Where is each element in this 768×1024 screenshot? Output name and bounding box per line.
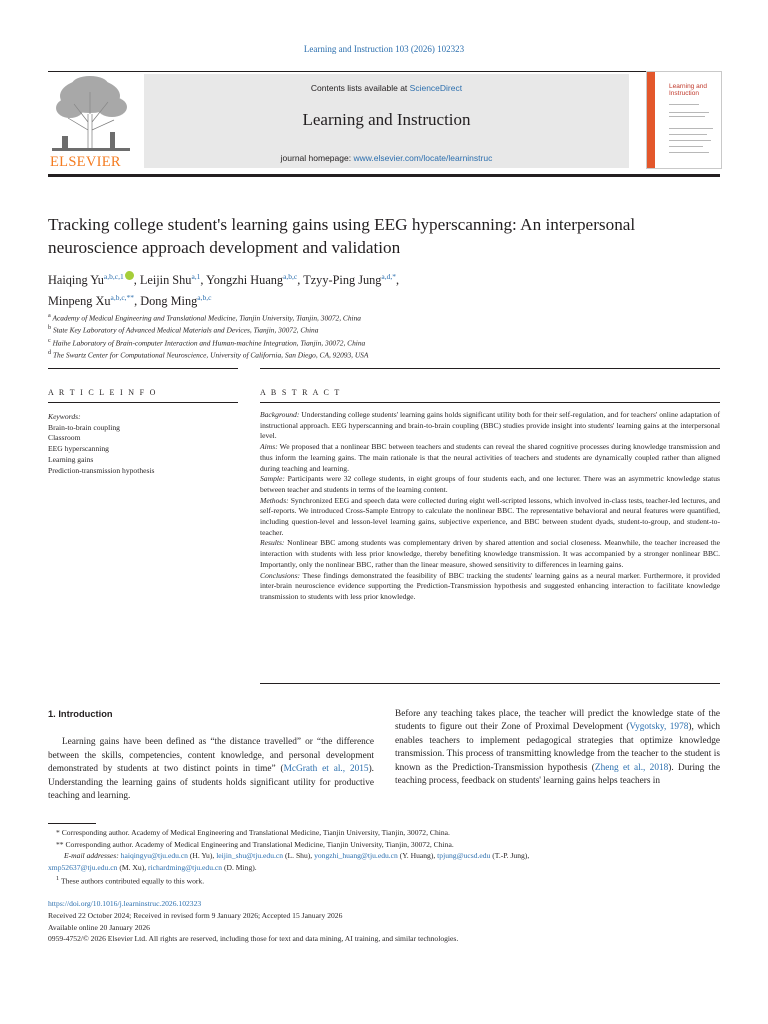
author-separator: , <box>200 273 207 288</box>
affiliation-text: State Key Laboratory of Advanced Medical Materials and Devices, Tianjin, 30072, China <box>52 325 319 335</box>
affiliation-key: c <box>48 337 51 344</box>
abstract-label: Results: <box>260 538 285 548</box>
email-link[interactable]: richardming@tju.edu.cn <box>148 862 223 872</box>
affiliation-list <box>48 311 720 361</box>
keywords-block <box>48 412 238 476</box>
keyword: Classroom <box>48 433 81 443</box>
contents-prefix: Contents lists available at <box>310 83 410 93</box>
footnote-equal-contribution <box>48 873 720 887</box>
paper-title: Tracking college student's learning gains using EEG hyperscanning: An interpersonal neuroscience approach development and validation <box>48 215 636 257</box>
affiliation <box>48 311 720 323</box>
author-affiliation-marks[interactable]: a,b,c,1 <box>103 272 124 281</box>
author-separator: , <box>396 273 400 288</box>
journal-banner <box>144 74 629 168</box>
email-link[interactable]: tpjung@ucsd.edu <box>437 851 491 860</box>
citation-link[interactable]: McGrath et al., 2015 <box>283 764 369 775</box>
email-owner: (H. Yu), <box>187 851 217 860</box>
email-link[interactable]: yongzhi_huang@tju.edu.cn <box>314 851 398 860</box>
cover-rule <box>669 140 711 141</box>
body-text: Learning gains have been defined as “the distance travelled” or “the difference between the skills, competencies, content knowledge, and personal development demonstrated by students at two distinct points in time” ( <box>48 737 374 775</box>
author-separator: , <box>134 294 141 309</box>
cover-rule <box>669 104 699 105</box>
body-left-column <box>48 708 374 803</box>
citation-link[interactable]: Zheng et al., 2018 <box>594 762 669 773</box>
masthead <box>48 71 720 171</box>
abstract-rule <box>260 402 720 403</box>
author[interactable]: Tzyy-Ping Jung <box>303 273 382 288</box>
elsevier-logo <box>48 74 134 170</box>
author[interactable]: Leijin Shu <box>139 273 192 288</box>
body-text: ). During the teaching process, feedback on students' learning gains helps teachers in <box>395 762 721 787</box>
author[interactable]: Dong Ming <box>140 294 198 309</box>
homepage-line <box>144 153 629 163</box>
author-affiliation-marks[interactable]: a,b,c <box>197 293 212 303</box>
footnote-rule <box>48 823 96 824</box>
journal-title: Learning and Instruction <box>302 110 471 129</box>
author-affiliation-marks[interactable]: a,1 <box>191 272 201 281</box>
article-info-rule <box>48 402 238 403</box>
body-text: ), which enables teachers to implement pedagogical strategies that optimize knowledge transmission. This process of transmitting knowledge from the teacher to the student is known as the Prediction-Transmission hypothesis ( <box>395 722 721 773</box>
abstract-text: Understanding college students' learning gains holds significant utility both for their self-regulation, and for teachers' online adaptation of instructional approach. EEG hyperscanning and brain-to-brain coupling (BBC) studies provide insight into students' learning gains at the interpersonal level. <box>260 410 720 441</box>
citation-link[interactable]: Vygotsky, 1978 <box>629 722 689 733</box>
author-separator: , <box>297 273 304 288</box>
homepage-prefix: journal homepage: <box>280 153 354 163</box>
available-online-date: Available online 20 January 2026 <box>48 922 150 932</box>
abstract-text: Nonlinear BBC among students was complementary driven by shared attention and social closeness. Meanwhile, the teacher increased the interaction with students with less prior knowledge, thereby benefiting knowledge transmission. It was accompanied by a stronger nonlinear BBC. Importantly, only the nonlinear BBC, rather than the linear measure, showed sensitivity to differences in learning gains. <box>260 538 720 569</box>
elsevier-tree-icon <box>48 74 134 152</box>
cover-rule <box>669 134 707 135</box>
email-link[interactable]: leijin_shu@tju.edu.cn <box>216 851 284 860</box>
journal-reference-link[interactable]: Learning and Instruction 103 (2026) 102323 <box>303 44 465 54</box>
journal-homepage-link[interactable]: www.elsevier.com/locate/learninstruc <box>353 153 493 163</box>
keywords-label: Keywords: <box>48 412 81 421</box>
body-paragraph <box>395 708 720 788</box>
copyright-notice: 0959-4752/© 2026 Elsevier Ltd. All rights are reserved, including those for text and data mining, AI training, and similar technologies. <box>48 934 459 944</box>
publication-info <box>48 898 720 945</box>
abstract-text: These findings demonstrated the feasibility of BBC tracking the students' learning gains as a neural marker. Furthermore, it provided inter-brain neuroscience evidence supporting the Prediction-Transmission hypothesis and suggested enhancing interaction to facilitate knowledge transmission to students with less prior knowledge. <box>260 570 720 601</box>
footnote-mark: 1 <box>56 875 60 882</box>
body-right-column <box>395 708 720 788</box>
keyword: Brain-to-brain coupling <box>48 422 120 432</box>
affiliation-text: The Swartz Center for Computational Neuroscience, University of California, San Diego, CA, 92093, USA <box>52 350 369 360</box>
orcid-icon[interactable] <box>125 271 134 280</box>
email-link[interactable]: haiqingyu@tju.edu.cn <box>120 851 188 860</box>
abstract-bottom-rule <box>260 683 720 684</box>
cover-title: Learning and Instruction <box>669 83 707 97</box>
received-dates: Received 22 October 2024; Received in revised form 9 January 2026; Accepted 15 January 2026 <box>48 910 343 920</box>
affiliation <box>48 336 720 348</box>
author-separator: , <box>133 273 140 288</box>
affiliation-key: a <box>48 313 51 319</box>
footnote-text: These authors contributed equally to this work. <box>60 876 205 886</box>
abstract-label: Conclusions: <box>260 570 301 580</box>
email-link[interactable]: xmp52637@tju.edu.cn <box>48 862 118 872</box>
abstract-text: We proposed that a nonlinear BBC between teachers and students can reveal the shared cognitive processes during knowledge transmission and thus inform the learning gains. The main rationale is that the neural activities of teachers and students are dynamically coupled rather than aligned during teaching and learning. <box>260 442 720 473</box>
body-text: ). Understanding the learning gains of students holds significant utility for productive teaching and learning. <box>48 764 374 802</box>
abstract-paragraph <box>260 571 720 603</box>
footnotes <box>48 827 720 887</box>
doi-link[interactable]: https://doi.org/10.1016/j.learninstruc.2026.102323 <box>48 899 202 908</box>
abstract-body <box>260 410 720 603</box>
footnote-emails <box>48 850 720 862</box>
abstract-paragraph <box>260 474 720 495</box>
email-owner: (L. Shu), <box>283 851 315 860</box>
author[interactable]: Haiqing Yu <box>48 273 104 288</box>
abstract-label: Sample: <box>260 474 285 484</box>
affiliation-key: d <box>48 350 52 357</box>
author[interactable]: Yongzhi Huang <box>206 273 284 288</box>
abstract-top-rule <box>260 368 720 369</box>
article-info-heading: A R T I C L E I N F O <box>48 388 158 397</box>
sciencedirect-link[interactable]: ScienceDirect <box>409 83 463 93</box>
header-thick-rule <box>48 174 720 177</box>
abstract-paragraph <box>260 442 720 474</box>
cover-rule <box>669 128 713 129</box>
body-paragraph <box>48 736 374 803</box>
keyword: EEG hyperscanning <box>48 444 109 454</box>
email-owner: (D. Ming). <box>222 862 257 872</box>
abstract-label: Background: <box>260 410 300 419</box>
footnote-corresponding-1: * Corresponding author. Academy of Medical Engineering and Translational Medicine, Tianjin University, Tianjin, 30072, China. <box>56 828 450 837</box>
affiliation <box>48 323 720 335</box>
affiliation-key: b <box>48 325 52 332</box>
author[interactable]: Minpeng Xu <box>48 294 111 309</box>
section-heading-introduction: 1. Introduction <box>48 709 113 719</box>
footnote-emails-continued <box>48 862 720 874</box>
cover-rule <box>669 116 705 117</box>
email-owner: (Y. Huang), <box>397 851 438 860</box>
abstract-label: Aims: <box>260 442 278 452</box>
abstract-paragraph <box>260 538 720 570</box>
affiliation-text: Academy of Medical Engineering and Translational Medicine, Tianjin University, Tianjin, 30072, China <box>52 313 361 323</box>
keyword: Learning gains <box>48 454 94 464</box>
affiliation-text: Haihe Laboratory of Brain-computer Interaction and Human-machine Integration, Tianjin, 30072, China <box>52 338 366 348</box>
abstract-label: Methods: <box>260 495 289 505</box>
affiliation <box>48 348 720 360</box>
abstract-paragraph <box>260 496 720 539</box>
email-label: E-mail addresses: <box>64 851 119 860</box>
abstract-heading: A B S T R A C T <box>260 388 342 397</box>
author-affiliation-marks[interactable]: a,d,* <box>381 272 397 281</box>
cover-rule <box>669 146 703 147</box>
cover-rule <box>669 152 709 153</box>
author-affiliation-marks[interactable]: a,b,c,** <box>110 293 135 303</box>
abstract-paragraph <box>260 410 720 442</box>
abstract-text: Synchronized EEG and speech data were collected during eight well-scripted lessons, which involved in-class tests, teacher-led lectures, and self-reports. We introduced Cross-Sample Entropy to calculate the nonlinear BBC. The representative behavioral and neural features were quantified, including question-level and lesson-level learning gains, subjective experience, and BBC between student dyads, student-to-group, and student-to-teacher. <box>260 495 720 537</box>
cover-stripe <box>647 72 655 168</box>
contents-line <box>144 83 629 93</box>
masthead-top-rule <box>48 71 720 72</box>
publisher-wordmark: ELSEVIER <box>50 154 121 170</box>
author-affiliation-marks[interactable]: a,b,c <box>283 272 298 281</box>
email-owner: (T.-P. Jung), <box>490 851 530 860</box>
abstract-text: Participants were 32 college students, in eight groups of four students each, and one lecturer. There was an asymmetric knowledge status between teacher and students in terms of the learning content. <box>260 474 720 494</box>
keyword: Prediction-transmission hypothesis <box>48 465 155 475</box>
article-info-top-rule <box>48 368 238 369</box>
email-owner: (M. Xu), <box>117 862 149 872</box>
body-text: Before any teaching takes place, the teacher will predict the knowledge state of the students to figure out their Zone of Proximal Development ( <box>395 709 720 733</box>
author-list <box>48 268 720 310</box>
cover-rule <box>669 112 709 113</box>
footnote-corresponding-2: ** Corresponding author. Academy of Medical Engineering and Translational Medicine, Tianjin University, Tianjin, 30072, China. <box>56 839 454 849</box>
journal-cover-thumbnail <box>646 71 722 169</box>
